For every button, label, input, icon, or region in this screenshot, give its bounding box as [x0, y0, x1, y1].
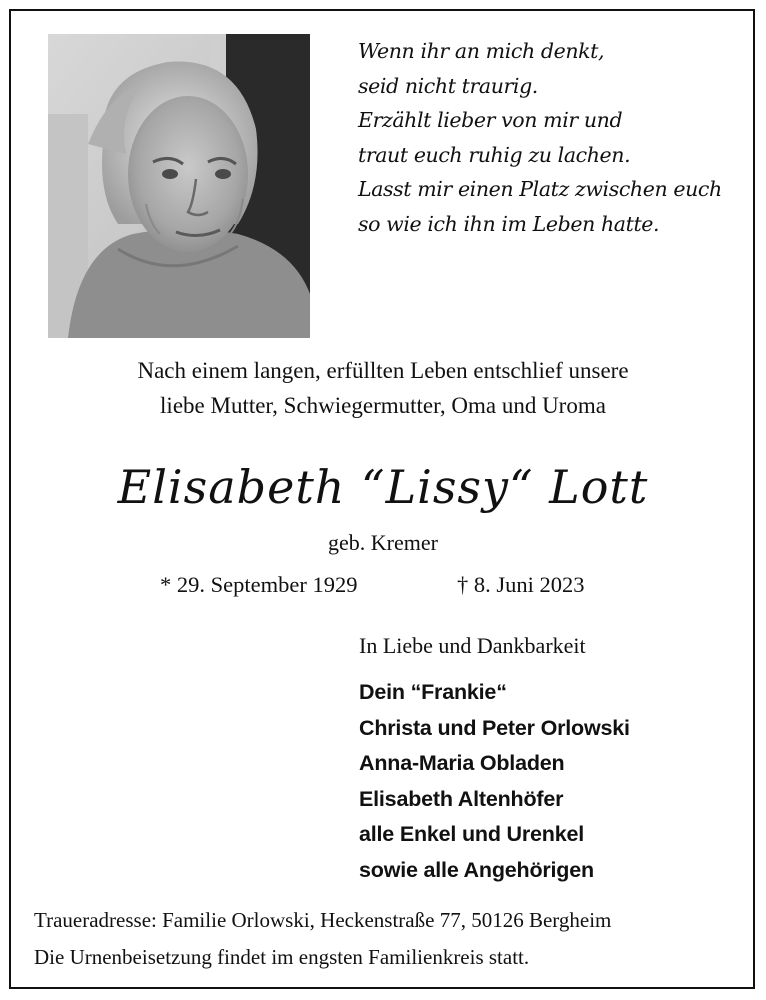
mourner-name: sowie alle Angehörigen: [359, 857, 594, 882]
mourner-name: alle Enkel und Urenkel: [359, 822, 585, 847]
poem-line: Wenn ihr an mich denkt,: [358, 39, 605, 63]
mourners-heading: In Liebe und Dankbarkeit: [359, 633, 586, 658]
poem-line: Erzählt lieber von mir und: [358, 108, 623, 133]
poem-line: traut euch ruhig zu lachen.: [358, 142, 631, 167]
death-date: † 8. Juni 2023: [457, 572, 585, 597]
deceased-name: Elisabeth “Lissy“ Lott: [117, 460, 649, 514]
burial-note: Die Urnenbeisetzung findet im engsten Familienkreis statt.: [34, 945, 530, 969]
poem-line: so wie ich ihn im Leben hatte.: [358, 211, 660, 236]
portrait-photo: [48, 34, 310, 338]
poem-line: Lasst mir einen Platz zwischen euch: [358, 177, 722, 202]
poem: [358, 34, 748, 242]
mourner-name: Anna-Maria Obladen: [359, 751, 565, 776]
poem-line: seid nicht traurig.: [358, 73, 538, 98]
mourning-address: Traueradresse: Familie Orlowski, Heckenstraße 77, 50126 Bergheim: [34, 908, 612, 932]
mourner-name: Dein “Frankie“: [359, 680, 507, 704]
intro-text-line-1: Nach einem langen, erfüllten Leben entschlief unsere: [137, 358, 629, 383]
mourner-name: Christa und Peter Orlowski: [359, 715, 630, 740]
mourners-list: [359, 675, 630, 889]
maiden-name: geb. Kremer: [328, 530, 438, 555]
mourner-name: Elisabeth Altenhöfer: [359, 786, 564, 811]
intro-text-line-2: liebe Mutter, Schwiegermutter, Oma und Uroma: [160, 393, 606, 418]
birth-date: * 29. September 1929: [160, 572, 358, 597]
